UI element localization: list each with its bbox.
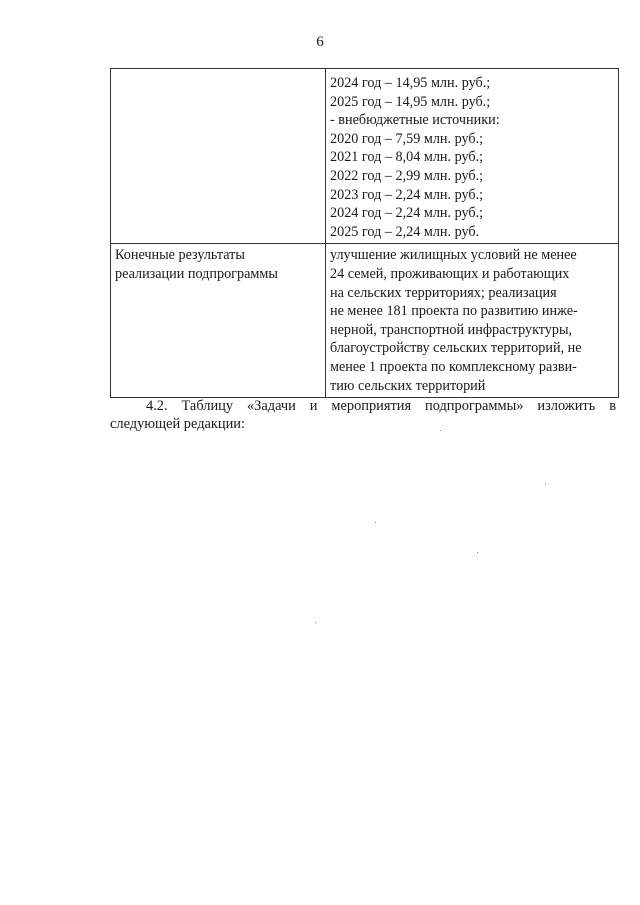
funding-line: 2024 год – 14,95 млн. руб.; [330,75,491,91]
table-row-results [111,244,619,398]
scan-speck [440,430,441,431]
scan-speck [545,483,546,484]
funding-label-cell [111,69,326,244]
paragraph-text: 4.2. Таблицу «Задачи и мероприятия подпрограммы» изложить в следующей редакции: [110,398,616,432]
page-number: 6 [316,34,324,50]
funding-line: 2020 год – 7,59 млн. руб.; [330,130,484,147]
results-label-cell [111,244,326,398]
table-row-funding [111,69,619,244]
funding-line: 2023 год – 2,24 млн. руб.; [330,186,484,203]
funding-line: 2025 год – 14,95 млн. руб.; [330,93,491,110]
results-text-cell [326,244,619,398]
instruction-paragraph [110,397,616,433]
funding-line: 2024 год – 2,24 млн. руб.; [330,205,484,222]
subprogram-passport-table [110,68,619,398]
scan-speck [375,522,376,523]
scan-speck [315,622,316,623]
funding-values-cell [326,69,619,244]
funding-line: - внебюджетные источники: [330,112,500,129]
scan-speck [477,552,478,553]
funding-line: 2021 год – 8,04 млн. руб.; [330,149,484,166]
results-text: улучшение жилищных условий не менее 24 семей, проживающих и работающих на сельских территориях; реализация не менее 181 проекта по развитию инже- нерной, транспортной инфраструктуры, благоустройству сельских территорий, не менее 1 проекта по комплексному разви- тию сельских территорий [330,247,582,394]
results-label: Конечные результаты реализации подпрограммы [115,247,278,282]
funding-line: 2025 год – 2,24 млн. руб. [330,223,480,240]
funding-line: 2022 год – 2,99 млн. руб.; [330,167,484,184]
